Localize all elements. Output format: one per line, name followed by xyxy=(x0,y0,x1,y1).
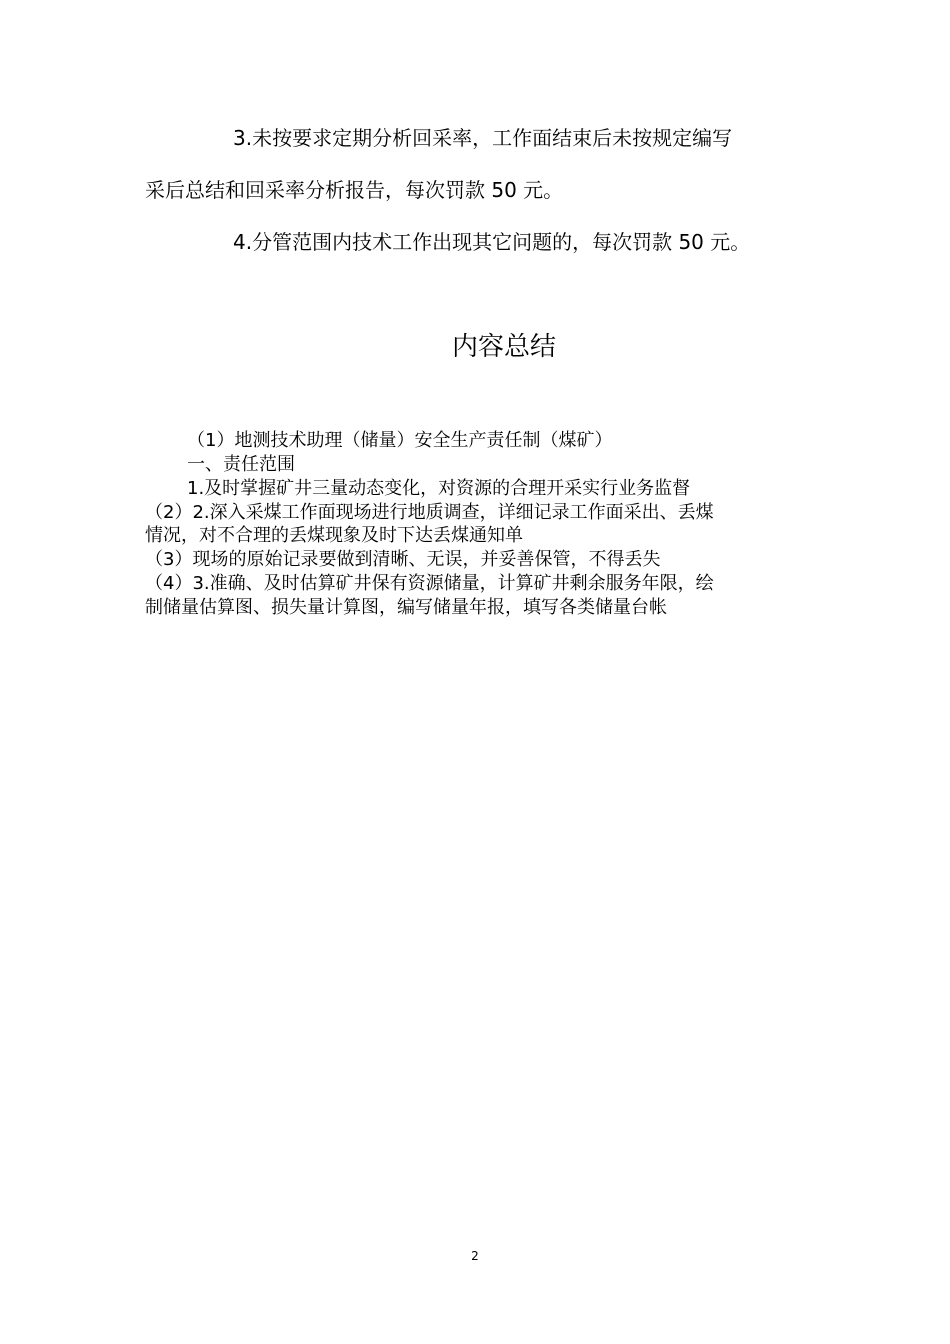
summary-line-2: 一、责任范围 xyxy=(187,454,295,475)
summary-line-6: （3）现场的原始记录要做到清晰、无误，并妥善保管，不得丢失 xyxy=(145,549,661,570)
body-paragraph-rule-3-continued: 采后总结和回采率分析报告，每次罚款 50 元。 xyxy=(145,178,564,202)
body-paragraph-rule-4: 4.分管范围内技术工作出现其它问题的，每次罚款 50 元。 xyxy=(233,230,751,254)
summary-line-3: 1.及时掌握矿井三量动态变化，对资源的合理开采实行业务监督 xyxy=(187,478,691,499)
summary-line-1: （1）地测技术助理（储量）安全生产责任制（煤矿） xyxy=(187,430,613,451)
summary-line-4: （2）2.深入采煤工作面现场进行地质调查，详细记录工作面采出、丢煤 xyxy=(145,502,714,523)
summary-line-7: （4）3.准确、及时估算矿井保有资源储量，计算矿井剩余服务年限，绘 xyxy=(145,573,714,594)
page-number: 2 xyxy=(471,1249,479,1263)
body-paragraph-rule-3: 3.未按要求定期分析回采率，工作面结束后未按规定编写 xyxy=(233,126,733,150)
summary-line-8: 制储量估算图、损失量计算图，编写储量年报，填写各类储量台帐 xyxy=(145,597,667,618)
summary-heading: 内容总结 xyxy=(451,332,556,362)
summary-line-5: 情况，对不合理的丢煤现象及时下达丢煤通知单 xyxy=(145,525,523,546)
